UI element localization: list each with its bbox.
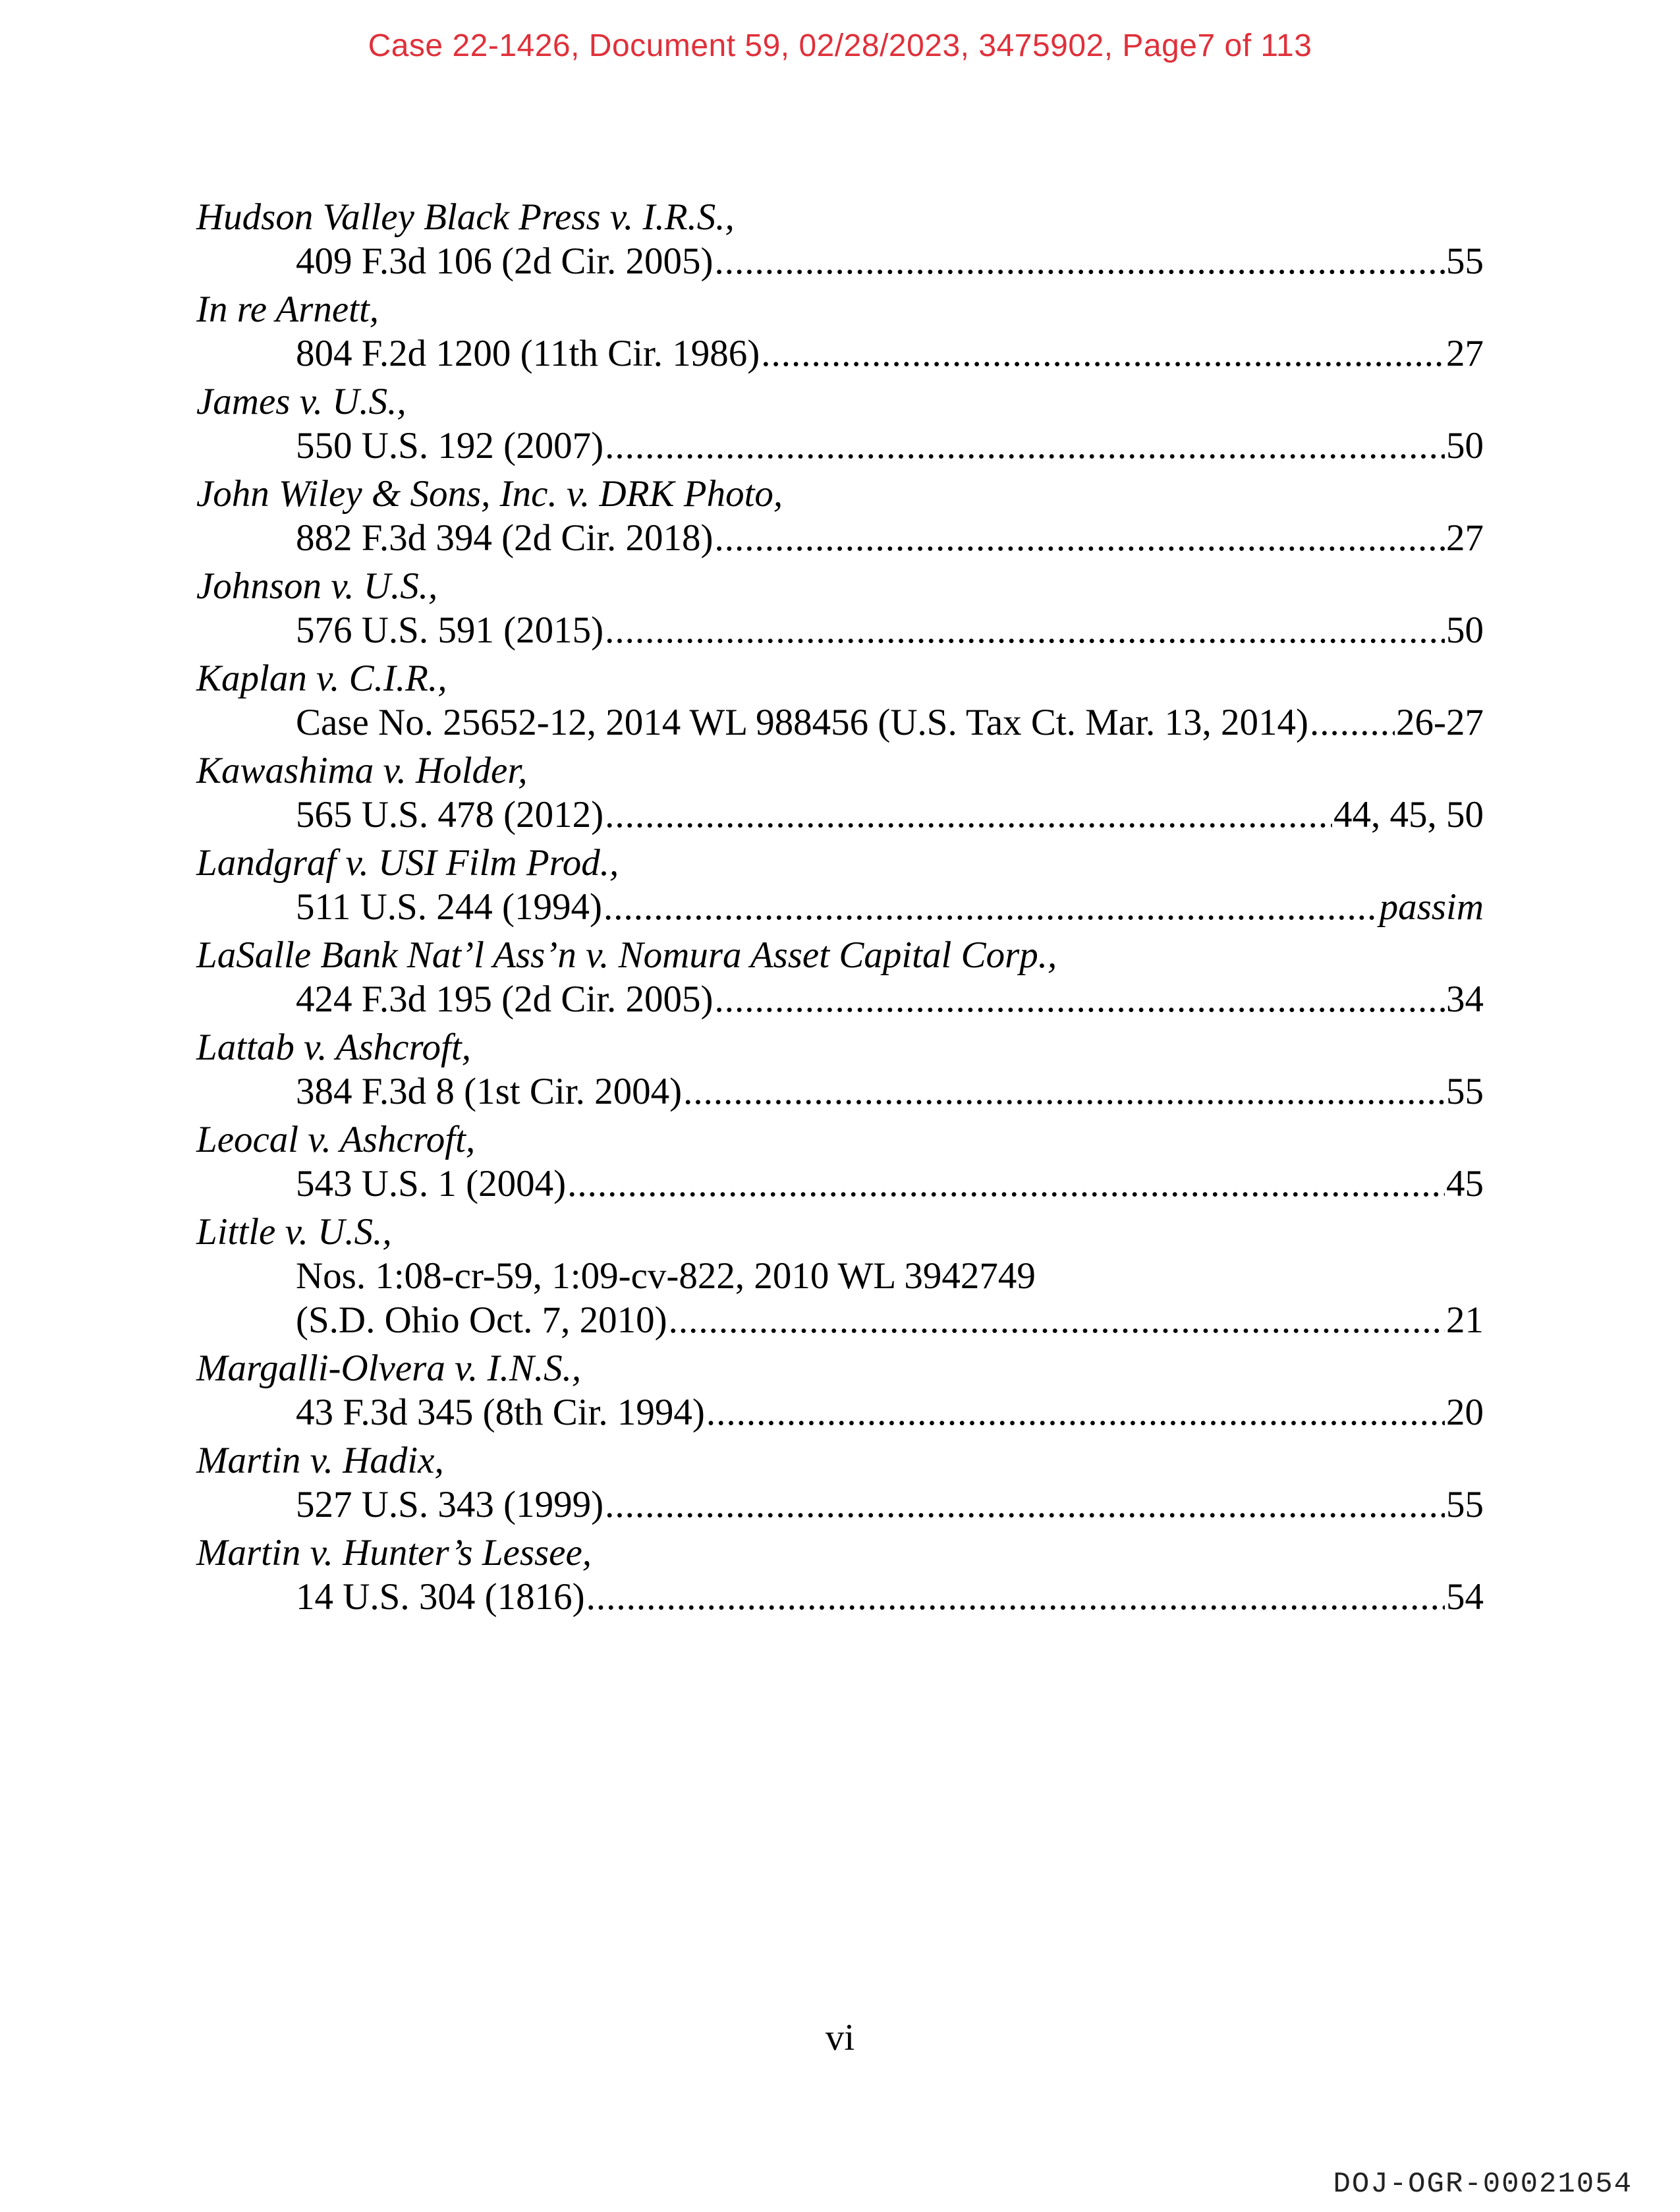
- dot-leader: [586, 1575, 1445, 1619]
- dot-leader: [683, 1069, 1445, 1114]
- authority-entry: [196, 1118, 1484, 1206]
- citation-line: [196, 239, 1484, 283]
- citation-text: 527 U.S. 343 (1999): [296, 1484, 604, 1525]
- page-references: 27: [1446, 517, 1484, 559]
- bates-number: DOJ-OGR-00021054: [1333, 2168, 1633, 2201]
- dot-leader: [706, 1390, 1445, 1434]
- authority-entry: [196, 1531, 1484, 1619]
- citation-text: Case No. 25652-12, 2014 WL 988456 (U.S. Tax Ct. Mar. 13, 2014): [296, 702, 1309, 743]
- authority-entry: [196, 1210, 1484, 1342]
- dot-leader: [605, 424, 1445, 468]
- page-references: 26-27: [1396, 702, 1484, 743]
- citation-text: (S.D. Ohio Oct. 7, 2010): [296, 1299, 667, 1341]
- citation-line: [196, 793, 1484, 837]
- dot-leader: [603, 885, 1378, 929]
- authority-entry: [196, 656, 1484, 745]
- citation-text: 550 U.S. 192 (2007): [296, 425, 604, 467]
- case-name: Landgraf v. USI Film Prod.,: [196, 842, 619, 884]
- court-filing-stamp: Case 22-1426, Document 59, 02/28/2023, 3475902, Page7 of 113: [368, 28, 1312, 63]
- page-references: 20: [1446, 1392, 1484, 1433]
- case-name: Martin v. Hadix,: [196, 1440, 444, 1481]
- citation-text: 543 U.S. 1 (2004): [296, 1163, 567, 1205]
- authority-entry: [196, 380, 1484, 468]
- citation-line: [196, 700, 1484, 745]
- dot-leader: [715, 977, 1445, 1021]
- case-name: Hudson Valley Black Press v. I.R.S.,: [196, 196, 735, 238]
- case-name: In re Arnett,: [196, 289, 379, 330]
- citation-text: 409 F.3d 106 (2d Cir. 2005): [296, 241, 714, 282]
- citation-text: 576 U.S. 591 (2015): [296, 610, 604, 651]
- citation-text: 384 F.3d 8 (1st Cir. 2004): [296, 1071, 683, 1112]
- page-references: 55: [1446, 1071, 1484, 1112]
- case-name: Margalli-Olvera v. I.N.S.,: [196, 1347, 582, 1389]
- case-name: LaSalle Bank Nat’l Ass’n v. Nomura Asset Capital Corp.,: [196, 934, 1057, 976]
- authority-entry: [196, 933, 1484, 1021]
- dot-leader: [761, 331, 1445, 376]
- page-references: 34: [1446, 978, 1484, 1020]
- case-name: John Wiley & Sons, Inc. v. DRK Photo,: [196, 473, 783, 515]
- page-references: 50: [1446, 610, 1484, 651]
- page-references: 27: [1446, 333, 1484, 374]
- citation-text: 424 F.3d 195 (2d Cir. 2005): [296, 978, 714, 1020]
- citation-line: [196, 608, 1484, 652]
- citation-text: 882 F.3d 394 (2d Cir. 2018): [296, 517, 714, 559]
- dot-leader: [605, 608, 1445, 652]
- case-name: Martin v. Hunter’s Lessee,: [196, 1532, 592, 1574]
- dot-leader: [715, 516, 1445, 560]
- citation-line: [196, 1254, 1484, 1298]
- authority-entry: [196, 472, 1484, 560]
- citation-text: 43 F.3d 345 (8th Cir. 1994): [296, 1392, 705, 1433]
- authority-entry: [196, 1346, 1484, 1434]
- citation-line: [196, 1162, 1484, 1206]
- citation-text: 14 U.S. 304 (1816): [296, 1576, 585, 1618]
- case-name: Leocal v. Ashcroft,: [196, 1119, 476, 1160]
- citation-line: [196, 1390, 1484, 1434]
- case-name: Little v. U.S.,: [196, 1211, 392, 1253]
- citation-line: [196, 1069, 1484, 1114]
- page-references: 54: [1446, 1576, 1484, 1618]
- citation-line: [196, 885, 1484, 929]
- case-name: Kawashima v. Holder,: [196, 750, 528, 791]
- authority-entry: [196, 841, 1484, 929]
- dot-leader: [567, 1162, 1445, 1206]
- page-references: passim: [1379, 886, 1484, 928]
- page-references: 45: [1446, 1163, 1484, 1205]
- dot-leader: [715, 239, 1445, 283]
- authority-entry: [196, 1025, 1484, 1114]
- dot-leader: [669, 1298, 1445, 1342]
- case-name: Kaplan v. C.I.R.,: [196, 658, 447, 699]
- citation-line: [196, 1298, 1484, 1342]
- citation-line: [196, 1575, 1484, 1619]
- citation-text: 804 F.2d 1200 (11th Cir. 1986): [296, 333, 760, 374]
- authority-entry: [196, 195, 1484, 283]
- citation-line: [196, 516, 1484, 560]
- page-references: 55: [1446, 241, 1484, 282]
- page-number: vi: [825, 2017, 855, 2058]
- case-name: Johnson v. U.S.,: [196, 565, 438, 607]
- authority-entry: [196, 1438, 1484, 1527]
- citation-line: [196, 1483, 1484, 1527]
- authority-entry: [196, 287, 1484, 376]
- authority-entry: [196, 749, 1484, 837]
- citation-line: [196, 977, 1484, 1021]
- citation-line: [196, 424, 1484, 468]
- page-references: 50: [1446, 425, 1484, 467]
- page-references: 21: [1446, 1299, 1484, 1341]
- citation-text: 511 U.S. 244 (1994): [296, 886, 602, 928]
- citation-text: Nos. 1:08-cr-59, 1:09-cv-822, 2010 WL 3942749: [296, 1255, 1036, 1297]
- citation-text: 565 U.S. 478 (2012): [296, 794, 604, 836]
- authority-entry: [196, 564, 1484, 652]
- dot-leader: [605, 1483, 1445, 1527]
- case-name: James v. U.S.,: [196, 381, 406, 422]
- citation-line: [196, 331, 1484, 376]
- dot-leader: [605, 793, 1332, 837]
- page-references: 55: [1446, 1484, 1484, 1525]
- table-of-authorities: [196, 195, 1484, 1623]
- dot-leader: [1310, 700, 1395, 745]
- case-name: Lattab v. Ashcroft,: [196, 1027, 471, 1068]
- page-references: 44, 45, 50: [1333, 794, 1484, 836]
